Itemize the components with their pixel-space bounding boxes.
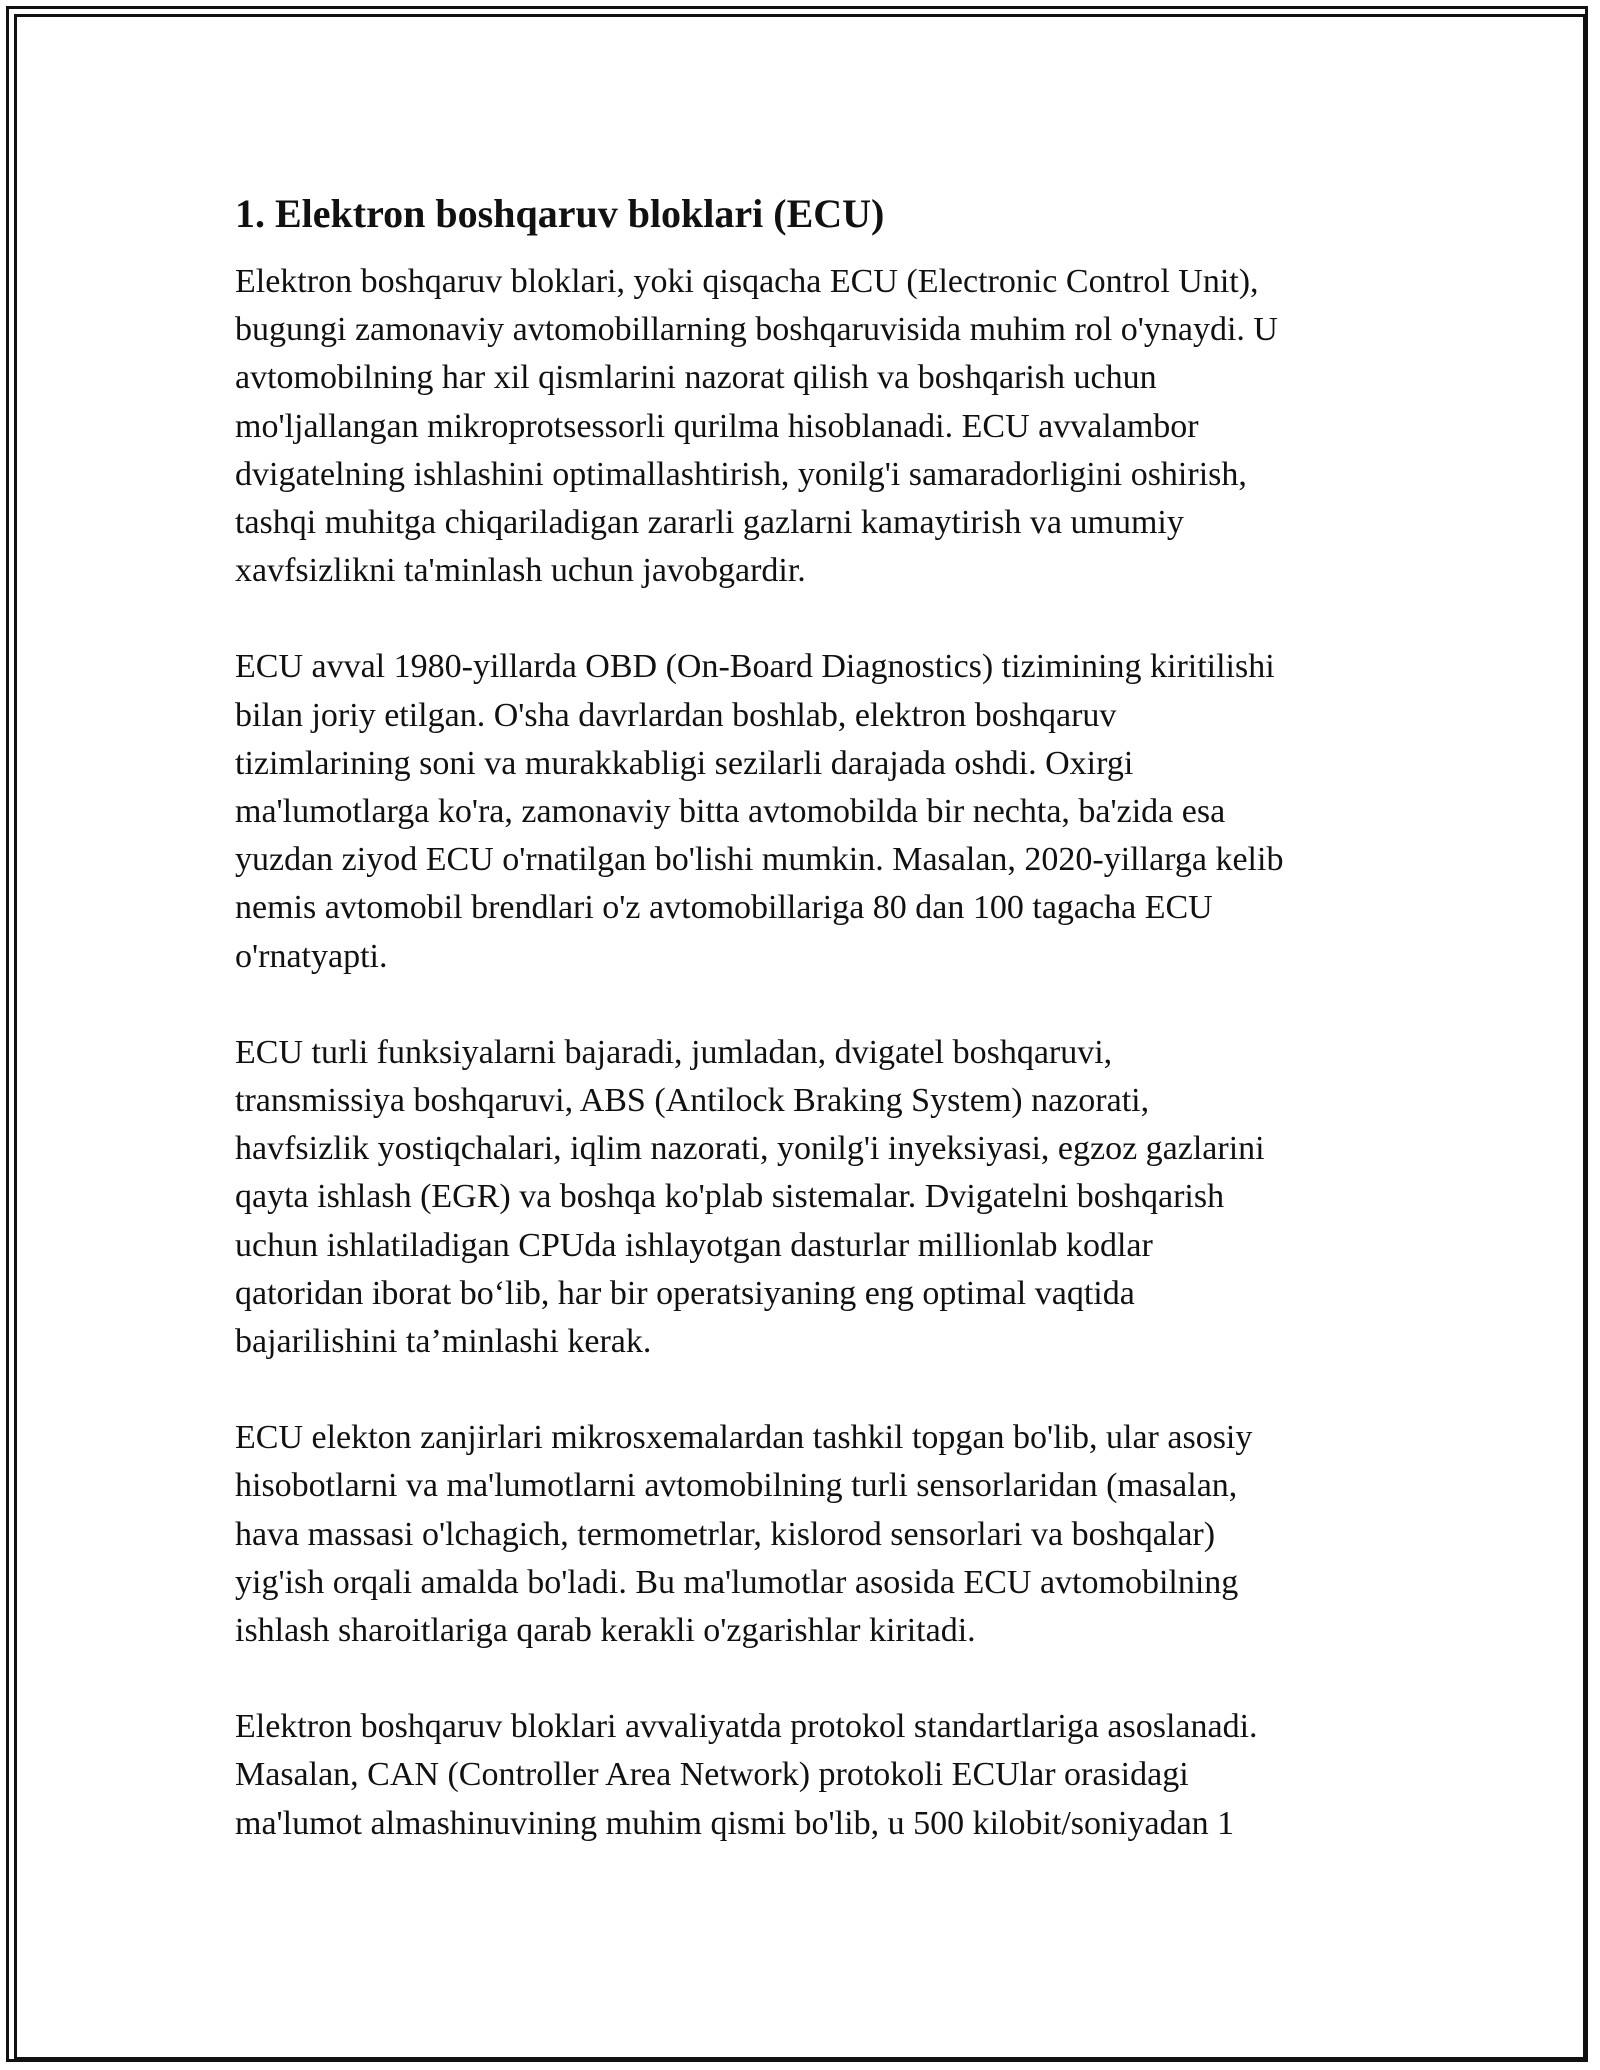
text-line: yig'ish orqali amalda bo'ladi. Bu ma'lumotlar asosida ECU avtomobilning bbox=[235, 1563, 1239, 1601]
text-line: hisobotlarni va ma'lumotlarni avtomobilning turli sensorlaridan (masalan, bbox=[235, 1467, 1238, 1505]
text-line: qatoridan iborat bo‘lib, har bir operatsiyaning eng optimal vaqtida bbox=[235, 1274, 1135, 1312]
text-line: transmissiya boshqaruvi, ABS (Antilock Braking System) nazorati, bbox=[235, 1082, 1150, 1120]
text-line: tashqi muhitga chiqariladigan zararli gazlarni kamaytirish va umumiy bbox=[235, 504, 1184, 542]
paragraph-ecu-functions bbox=[235, 1029, 1390, 1366]
text-line: avtomobilning har xil qismlarini nazorat qilish va boshqarish uchun bbox=[235, 359, 1157, 397]
paragraph-ecu-definition bbox=[235, 258, 1390, 595]
text-line: bajarilishini ta’minlashi kerak. bbox=[235, 1323, 652, 1361]
paragraph-ecu-protocols bbox=[235, 1703, 1390, 1848]
text-line: uchun ishlatiladigan CPUda ishlayotgan dasturlar millionlab kodlar bbox=[235, 1226, 1153, 1264]
section-heading: 1. Elektron boshqaruv bloklari (ECU) bbox=[235, 191, 885, 236]
text-line: xavfsizlikni ta'minlash uchun javobgardir. bbox=[235, 552, 806, 590]
text-line: tizimlarining soni va murakkabligi sezilarli darajada oshdi. Oxirgi bbox=[235, 744, 1134, 782]
paragraph-ecu-circuits bbox=[235, 1414, 1390, 1655]
document-body bbox=[235, 188, 1390, 1896]
text-line: bilan joriy etilgan. O'sha davrlardan boshlab, elektron boshqaruv bbox=[235, 696, 1117, 734]
text-line: bugungi zamonaviy avtomobillarning boshqaruvisida muhim rol o'ynaydi. U bbox=[235, 311, 1278, 349]
text-line: ishlash sharoitlariga qarab kerakli o'zgarishlar kiritadi. bbox=[235, 1612, 976, 1650]
text-line: mo'ljallangan mikroprotsessorli qurilma hisoblanadi. ECU avvalambor bbox=[235, 407, 1199, 445]
text-line: Masalan, CAN (Controller Area Network) protokoli ECUlar orasidagi bbox=[235, 1756, 1189, 1794]
text-line: qayta ishlash (EGR) va boshqa ko'plab sistemalar. Dvigatelni boshqarish bbox=[235, 1178, 1225, 1216]
text-line: yuzdan ziyod ECU o'rnatilgan bo'lishi mumkin. Masalan, 2020-yillarga kelib bbox=[235, 841, 1284, 879]
text-line: o'rnatyapti. bbox=[235, 937, 388, 975]
text-line: ma'lumot almashinuvining muhim qismi bo'lib, u 500 kilobit/soniyadan 1 bbox=[235, 1804, 1235, 1842]
text-line: dvigatelning ishlashini optimallashtirish, yonilg'i samaradorligini oshirish, bbox=[235, 455, 1247, 493]
text-line: havfsizlik yostiqchalari, iqlim nazorati, yonilg'i inyeksiyasi, egzoz gazlarini bbox=[235, 1130, 1265, 1168]
text-line: ma'lumotlarga ko'ra, zamonaviy bitta avtomobilda bir nechta, ba'zida esa bbox=[235, 793, 1226, 831]
text-line: Elektron boshqaruv bloklari avvaliyatda protokol standartlariga asoslanadi. bbox=[235, 1708, 1258, 1746]
text-line: ECU elekton zanjirlari mikrosxemalardan tashkil topgan bo'lib, ular asosiy bbox=[235, 1419, 1253, 1457]
text-line: nemis avtomobil brendlari o'z avtomobillariga 80 dan 100 tagacha ECU bbox=[235, 889, 1213, 927]
text-line: ECU turli funksiyalarni bajaradi, jumladan, dvigatel boshqaruvi, bbox=[235, 1033, 1113, 1071]
paragraph-ecu-history bbox=[235, 643, 1390, 980]
text-line: hava massasi o'lchagich, termometrlar, kislorod sensorlari va boshqalar) bbox=[235, 1515, 1216, 1553]
text-line: ECU avval 1980-yillarda OBD (On-Board Diagnostics) tizimining kiritilishi bbox=[235, 648, 1275, 686]
text-line: Elektron boshqaruv bloklari, yoki qisqacha ECU (Electronic Control Unit), bbox=[235, 263, 1259, 300]
